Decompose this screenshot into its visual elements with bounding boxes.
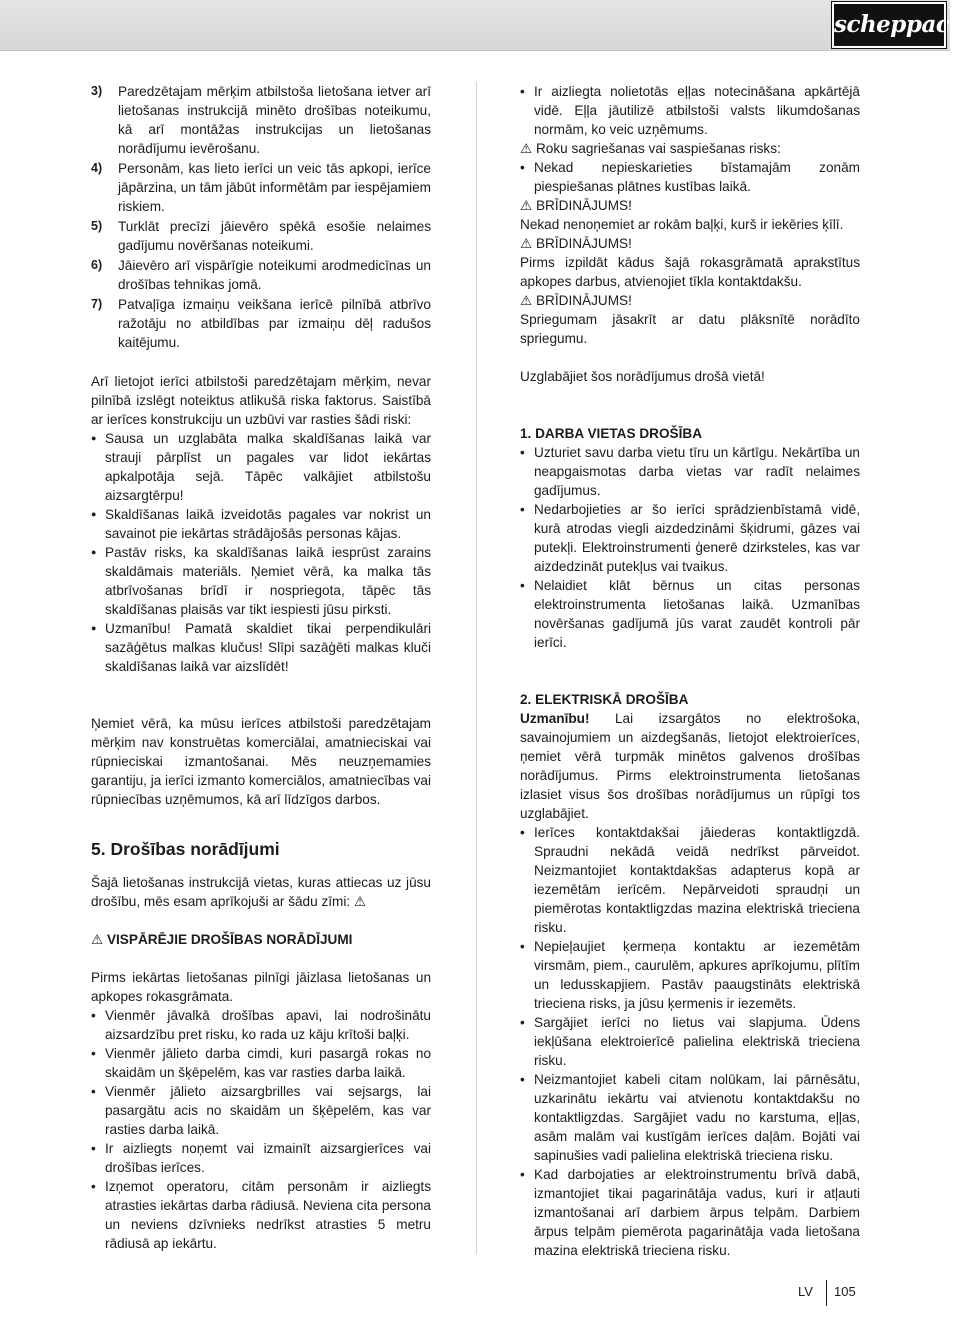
- electrical-item: • Ierīces kontaktdakšai jāiederas kontaktligzdā. Spraudni nekādā veidā nedrīkst pārveidot. Neizmantojiet kontaktdakšas adapterus kopā ar iezemētām ierīcēm. Nepārveidoti spraudņi un piemērotas kontaktligzdas mazina elektriskā trieciena risku.: [520, 823, 860, 937]
- column-divider: [476, 82, 477, 1254]
- crush-heading: ⚠ Roku sagriešanas vai saspiešanas risks:: [520, 141, 781, 156]
- general-heading: ⚠ VISPĀRĒJIE DROŠĪBAS NORĀDĪJUMI: [91, 932, 353, 947]
- electrical-safety-list: [520, 823, 860, 1260]
- electrical-intro: Uzmanību! Lai izsargātos no elektrošoka, savainojumiem un aizdegšanās, lietojot elektroierīces, ņemiet vērā turpmāk minētos galvenos drošības norādījumus. Pirms elektroinstrumenta lietošanas izlasiet visus šos drošības norādījumus un rūpīgi tos uzglabājiet.: [520, 711, 860, 821]
- numbered-item: 5) Turklāt precīzi jāievēro spēkā esošie nelaimes gadījumu novēršanas noteikumi.: [91, 219, 431, 253]
- workplace-safety-title: 1. DARBA VIETAS DROŠĪBA: [520, 426, 703, 441]
- header-bar: [0, 0, 966, 51]
- oil-list: [520, 82, 860, 139]
- general-list: [91, 1006, 431, 1253]
- section-title: 5. Drošības norādījumi: [91, 839, 280, 859]
- numbered-item: 7) Patvaļīga izmaiņu veikšana ierīcē pilnībā atbrīvo ražotāju no atbildības par izmaiņu dēļ radušos kaitējumu.: [91, 297, 431, 350]
- workplace-safety-list: [520, 443, 860, 652]
- oil-item: • Ir aizliegta nolietotās eļļas notecināšana apkārtējā vidē. Eļļa jāutilizē atbilstoši valsts likumdošanas normām, ko veic uzņēmums.: [520, 82, 860, 139]
- commercial-note: Ņemiet vērā, ka mūsu ierīces atbilstoši paredzētajam mērķim nav konstruētas komerciālai, amatnieciskai vai rūpnieciskai izmantošanai. Mēs neuzņemamies garantiju, ja ierīci izmanto komerciālos, amatniecības vai rūpniecības uzņēmumos, kā arī līdzīgos darbos.: [91, 716, 431, 807]
- general-item: • Vienmēr jālieto aizsargbrilles vai sejsargs, lai pasargātu acis no skaidām un šķēpelēm, kas var rasties darba laikā.: [91, 1082, 431, 1139]
- warning-label: ⚠ BRĪDINĀJUMS!: [520, 198, 632, 213]
- crush-item: • Nekad nepieskarieties bīstamajām zonām piespiešanas plātnes kustības laikā.: [520, 158, 860, 196]
- risk-list: [91, 429, 431, 676]
- warning-text: Spriegumam jāsakrīt ar datu plāksnītē norādīto spriegumu.: [520, 312, 860, 346]
- general-item: • Vienmēr jāvalkā drošības apavi, lai nodrošinātu aizsardzību pret risku, ko rada uz kāju krītoši baļķi.: [91, 1006, 431, 1044]
- risk-item: ● Pastāv risks, ka skaldīšanas laikā iesprūst zarains skaldāmais materiāls. Ņemiet vērā, ka malka tās atbrīvošanas brīdī ir nospriegota, tāpēc tās skaldīšanas plaisās var tikt iespiesti jūsu pirksti.: [91, 543, 431, 619]
- left-column: [91, 82, 431, 1253]
- attention-label: Uzmanību!: [520, 711, 590, 726]
- page-number: 105: [834, 1284, 856, 1299]
- keep-note: Uzglabājiet šos norādījumus drošā vietā!: [520, 369, 765, 384]
- electrical-safety-title: 2. ELEKTRISKĀ DROŠĪBA: [520, 692, 689, 707]
- warning-label: ⚠ BRĪDINĀJUMS!: [520, 236, 632, 251]
- risk-intro: Arī lietojot ierīci atbilstoši paredzētajam mērķim, nevar pilnībā izslēgt noteiktus atlikušā riska faktorus. Saistībā ar ierīces konstrukciju un uzbūvi var rasties šādi riski:: [91, 374, 431, 427]
- numbered-item: 4) Personām, kas lieto ierīci un veic tās apkopi, ierīce jāpārzina, un tām jābūt informētām par iespējamiem riskiem.: [91, 161, 431, 214]
- numbered-list: [91, 82, 431, 352]
- risk-item: ● Skaldīšanas laikā izveidotās pagales var nokrist un savainot pie iekārtas strādājošās personas kājas.: [91, 505, 431, 543]
- electrical-item: • Kad darbojaties ar elektroinstrumentu brīvā dabā, izmantojiet tikai pagarinātāja vadus, kuri ir atļauti izmantošanai arī darbiem ārpus telpām. Darbiem ārpus telpām piemērota pagarinātāja vada lietošana mazina elektriskā trieciena risku.: [520, 1165, 860, 1260]
- electrical-item: • Sargājiet ierīci no lietus vai slapjuma. Ūdens iekļūšana elektroierīcē palielina elektriskā trieciena risku.: [520, 1013, 860, 1070]
- risk-item: ● Uzmanību! Pamatā skaldiet tikai perpendikulāri sazāģētus malkas klučus! Slīpi sazāģēti malkas kluči skaldīšanas laikā var aizslīdēt!: [91, 619, 431, 676]
- brand-logo: scheppach: [832, 2, 946, 48]
- workplace-item: • Uzturiet savu darba vietu tīru un kārtīgu. Nekārtība un neapgaismotas darba vietas var radīt nelaimes gadījumus.: [520, 443, 860, 500]
- warning-text: Pirms izpildāt kādus šajā rokasgrāmatā aprakstītus apkopes darbus, atvienojiet tīkla kontaktdakšu.: [520, 255, 860, 289]
- warning-text: Nekad nenoņemiet ar rokām baļķi, kurš ir iekēries ķīlī.: [520, 217, 844, 232]
- general-item: • Izņemot operatoru, citām personām ir aizliegts atrasties iekārtas darba rādiusā. Neviena cita persona un neviens dzīvnieks nedrīkst atrasties 5 metru rādiusā ap iekārtu.: [91, 1177, 431, 1253]
- general-item: • Vienmēr jālieto darba cimdi, kuri pasargā rokas no skaidām un šķēpelēm, kas var rasties darba laikā.: [91, 1044, 431, 1082]
- section-intro: Šajā lietošanas instrukcijā vietas, kuras attiecas uz jūsu drošību, mēs esam aprīkojuši ar šādu zīmi: ⚠: [91, 875, 431, 909]
- risk-item: ● Sausa un uzglabāta malka skaldīšanas laikā var strauji pārplīst un pagales var lidot iekārtas apkalpotāja sejā. Tāpēc valkājiet atbilstošu aizsargtērpu!: [91, 429, 431, 505]
- right-column: [520, 82, 860, 1260]
- electrical-item: • Neizmantojiet kabeli citam nolūkam, lai pārnēsātu, uzkarinātu iekārtu vai atvienotu kontaktdakšu no kontaktligzdas. Sargājiet vadu no karstuma, eļļas, asām malām vai kustīgām ierīces daļām. Bojāti vai sapinušies vadi palielina elektriskā trieciena risku.: [520, 1070, 860, 1165]
- general-intro: Pirms iekārtas lietošanas pilnīgi jāizlasa lietošanas un apkopes rokasgrāmata.: [91, 970, 431, 1004]
- workplace-item: • Nelaidiet klāt bērnus un citas personas elektroinstrumenta lietošanas laikā. Uzmanības novēršanas gadījumā jūs varat zaudēt kontroli pār ierīci.: [520, 576, 860, 652]
- general-item: • Ir aizliegts noņemt vai izmainīt aizsargierīces vai drošības ierīces.: [91, 1139, 431, 1177]
- footer-divider: [826, 1280, 827, 1306]
- electrical-item: • Nepieļaujiet ķermeņa kontaktu ar iezemētām virsmām, piem., caurulēm, apkures aprīkojumu, plītīm un ledusskapjiem. Pastāv paaugstināts elektriskā trieciena risks, ja jūsu ķermenis ir iezemēts.: [520, 937, 860, 1013]
- warning-label: ⚠ BRĪDINĀJUMS!: [520, 293, 632, 308]
- numbered-item: 6) Jāievēro arī vispārīgie noteikumi arodmedicīnas un drošības tehnikas jomā.: [91, 258, 431, 292]
- footer-language: LV: [798, 1284, 813, 1299]
- numbered-item: 3) Paredzētajam mērķim atbilstoša lietošana ietver arī lietošanas instrukcijā minēto drošības noteikumu, kā arī montāžas instrukcijas un lietošanas norādījumu ievērošanu.: [91, 84, 431, 156]
- workplace-item: • Nedarbojieties ar šo ierīci sprādzienbīstamā vidē, kurā atrodas viegli aizdedzināmi šķidrumi, gāzes vai putekļi. Elektroinstrumenti ģenerē dzirksteles, kas var aizdedzināt putekļus vai tvaikus.: [520, 500, 860, 576]
- crush-list: [520, 158, 860, 196]
